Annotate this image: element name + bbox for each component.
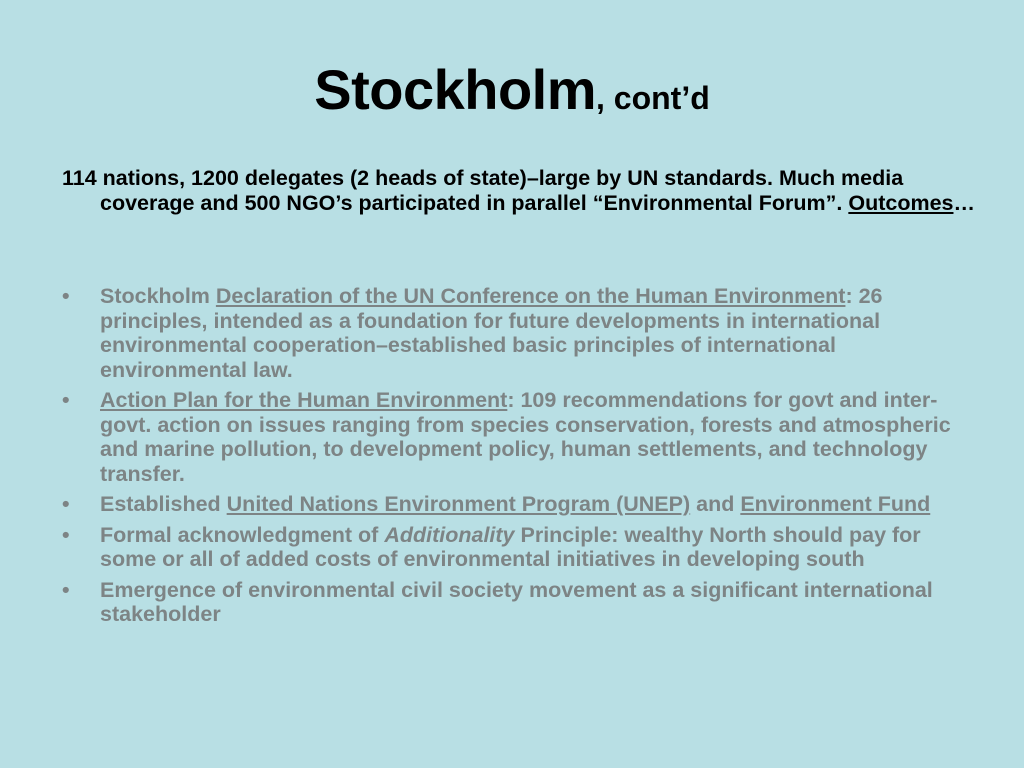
list-item [62, 388, 972, 486]
list-item [62, 492, 972, 517]
bullet-text-before: Formal acknowledgment of [100, 522, 385, 547]
bullet-text-before: Stockholm [100, 284, 216, 308]
additionality-term: Additionality [384, 522, 515, 547]
intro-paragraph [62, 166, 1000, 215]
intro-ellipsis: … [953, 190, 975, 215]
title-main: Stockholm [314, 58, 596, 121]
bullet-icon: • [62, 522, 70, 547]
bullet-icon: • [62, 577, 70, 602]
slide-title [0, 58, 1024, 121]
intro-text: 114 nations, 1200 delegates (2 heads of state)–large by UN standards. Much media coverage and 500 NGO’s participated in parallel “Environmental Forum”. [62, 166, 904, 215]
list-item [62, 284, 972, 382]
list-item [62, 523, 972, 572]
bullet-icon: • [62, 284, 70, 308]
environment-fund-link[interactable]: Environment Fund [740, 492, 931, 516]
outcomes-link[interactable]: Outcomes [848, 190, 954, 215]
bullet-text-after: : 109 recommendations for govt and inter-govt. action on issues ranging from species conservation, forests and atmospheric and marine pollution, to development policy, human settlements, and technology transfer. [100, 388, 951, 486]
list-item [62, 578, 972, 627]
title-subtitle: , cont’d [596, 80, 710, 116]
bullet-icon: • [62, 388, 70, 412]
outcomes-list [62, 284, 972, 633]
declaration-link[interactable]: Declaration of the UN Conference on the Human Environment [215, 284, 846, 308]
bullet-text: Emergence of environmental civil society movement as a significant international stakeholder [100, 577, 933, 626]
bullet-text-after: Principle: wealthy North should pay for some or all of added costs of environmental initiatives in developing south [100, 522, 921, 571]
action-plan-link[interactable]: Action Plan for the Human Environment [100, 388, 508, 412]
bullet-text-before: Established [100, 492, 227, 516]
unep-link[interactable]: United Nations Environment Program (UNEP) [226, 492, 691, 516]
bullet-icon: • [62, 492, 70, 516]
bullet-text-after: : 26 principles, intended as a foundation for future developments in international environmental cooperation–established basic principles of international environmental law. [100, 284, 883, 382]
bullet-text-middle: and [690, 492, 741, 516]
